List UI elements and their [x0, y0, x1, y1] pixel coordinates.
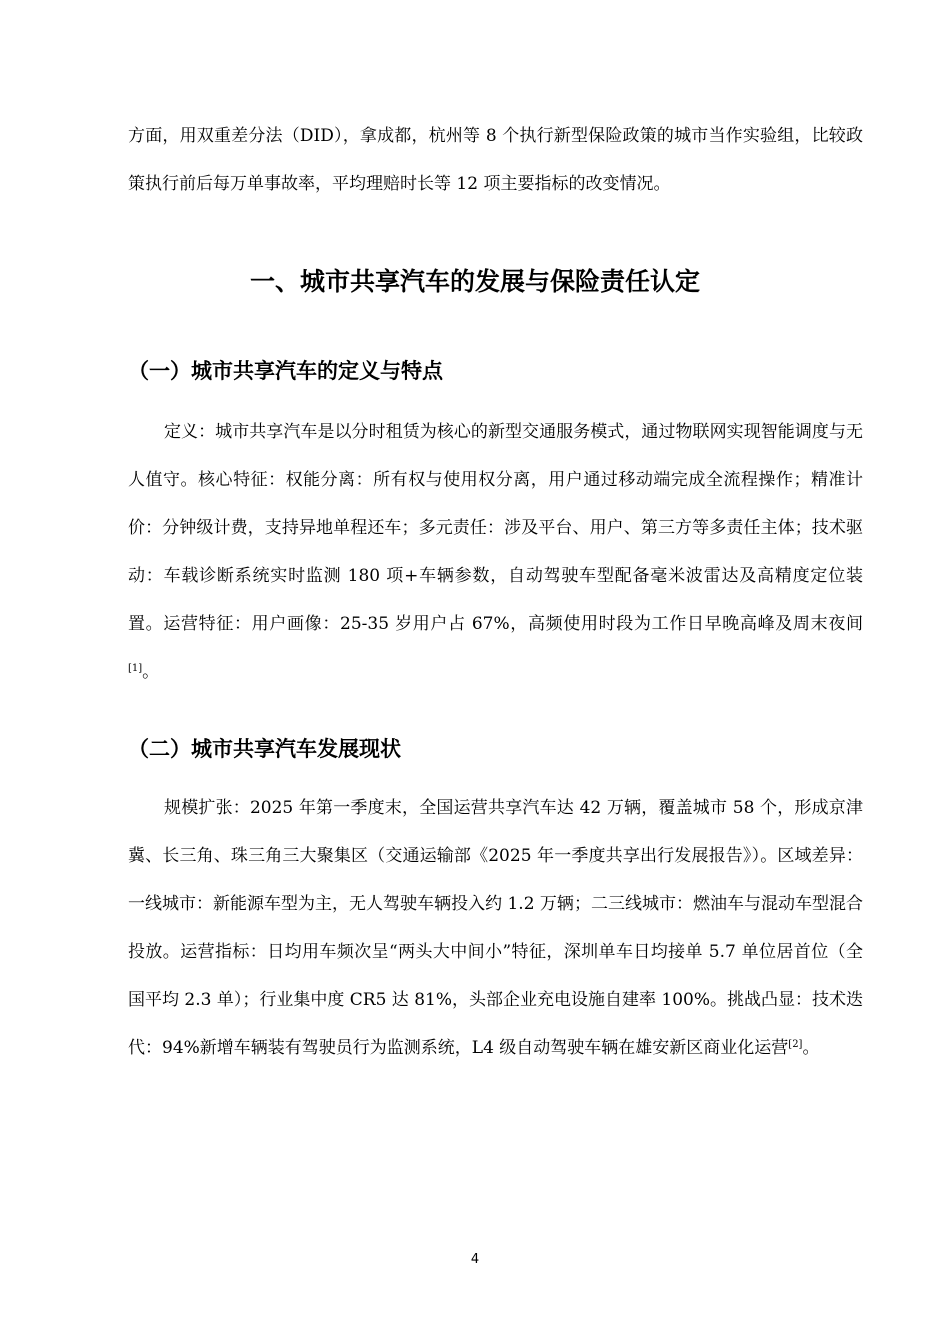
section-heading: 一、城市共享汽车的发展与保险责任认定 [249, 267, 700, 296]
subsection-1-paragraph [128, 408, 863, 696]
paragraph-ending: 。 [802, 1038, 820, 1058]
subsection-2-body [128, 784, 863, 1072]
paragraph-ending: 。 [142, 662, 160, 682]
citation-marker: [1] [128, 663, 143, 674]
page-number: 4 [470, 1252, 480, 1267]
subsection-2-paragraph [128, 784, 863, 1072]
paragraph-text: 规模扩张：2025 年第一季度末，全国运营共享汽车达 42 万辆，覆盖城市 58 个，形成京津冀、长三角、珠三角三大聚集区（交通运输部《2025 年一季度共享出行发展报告》）。区域差异：一线城市：新能源车型为主，无人驾驶车辆投入约 1.2 万辆；二三线城市：燃油车与混动车型混合投放。运营指标：日均用车频次呈“两头大中间小”特征，深圳单车日均接单 5.7 单位居首位（全国平均 2.3 单）；行业集中度 CR5 达 81%，头部企业充电设施自建率 100%。挑战凸显：技术迭代：94%新增车辆装有驾驶员行为监测系统，L4 级自动驾驶车辆在雄安新区商业化运营 [128, 798, 863, 1058]
intro-paragraph: 方面，用双重差分法（DID），拿成都，杭州等 8 个执行新型保险政策的城市当作实验组，比较政策执行前后每万单事故率，平均理赔时长等 12 项主要指标的改变情况。 [128, 126, 863, 194]
citation-marker: [2] [788, 1039, 803, 1050]
intro-block [128, 112, 863, 208]
subsection-heading-1: （一）城市共享汽车的定义与特点 [128, 359, 443, 383]
subsection-1-body [128, 408, 863, 696]
paragraph-text: 定义：城市共享汽车是以分时租赁为核心的新型交通服务模式，通过物联网实现智能调度与无人值守。核心特征：权能分离：所有权与使用权分离，用户通过移动端完成全流程操作；精准计价：分钟级计费，支持异地单程还车；多元责任：涉及平台、用户、第三方等多责任主体；技术驱动：车载诊断系统实时监测 180 项+车辆参数，自动驾驶车型配备毫米波雷达及高精度定位装置。运营特征：用户画像：25-35 岁用户占 67%，高频使用时段为工作日早晚高峰及周末夜间 [128, 422, 863, 634]
subsection-heading-2: （二）城市共享汽车发展现状 [128, 737, 401, 761]
